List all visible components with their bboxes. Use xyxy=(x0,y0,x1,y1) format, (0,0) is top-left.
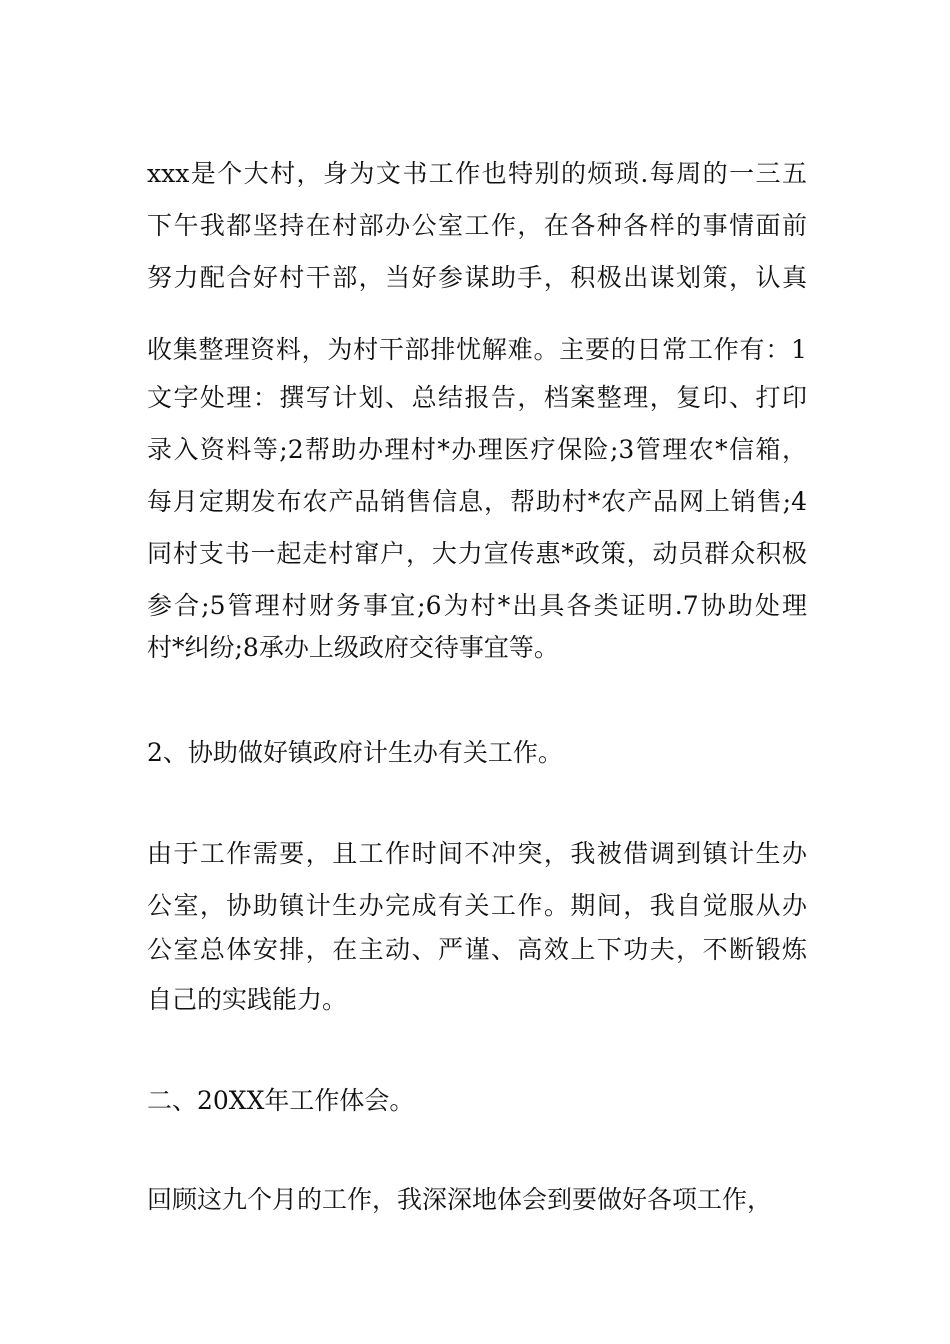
paragraph-line: 每月定期发布农产品销售信息，帮助村*农产品网上销售;4 xyxy=(147,487,807,516)
paragraph-line: 录入资料等;2帮助办理村*办理医疗保险;3管理农*信箱， xyxy=(147,435,807,464)
paragraph-line: 村*纠纷;8承办上级政府交待事宜等。 xyxy=(147,633,559,662)
paragraph-line: 回顾这九个月的工作，我深深地体会到要做好各项工作， xyxy=(147,1185,773,1214)
paragraph-line: xxx是个大村，身为文书工作也特别的烦琐.每周的一三五 xyxy=(147,159,807,188)
paragraph-line: 公室，协助镇计生办完成有关工作。期间，我自觉服从办 xyxy=(147,891,807,920)
paragraph-line: 参合;5管理村财务事宜;6为村*出具各类证明.7协助处理 xyxy=(147,591,807,620)
paragraph-line: 文字处理：撰写计划、总结报告，档案整理，复印、打印 xyxy=(147,383,807,412)
paragraph-line: 公室总体安排，在主动、严谨、高效上下功夫，不断锻炼 xyxy=(147,935,807,964)
section-heading: 二、20XX年工作体会。 xyxy=(147,1086,415,1115)
paragraph-line: 收集整理资料，为村干部排忧解难。主要的日常工作有：1 xyxy=(147,335,807,364)
paragraph-line: 同村支书一起走村窜户，大力宣传惠*政策，动员群众积极 xyxy=(147,539,807,568)
paragraph-line: 努力配合好村干部，当好参谋助手，积极出谋划策，认真 xyxy=(147,263,807,292)
paragraph-line: 下午我都坚持在村部办公室工作，在各种各样的事情面前 xyxy=(147,211,807,240)
paragraph-line: 由于工作需要，且工作时间不冲突，我被借调到镇计生办 xyxy=(147,839,807,868)
section-heading: 2、协助做好镇政府计生办有关工作。 xyxy=(147,738,563,767)
paragraph-line: 自己的实践能力。 xyxy=(147,985,348,1014)
